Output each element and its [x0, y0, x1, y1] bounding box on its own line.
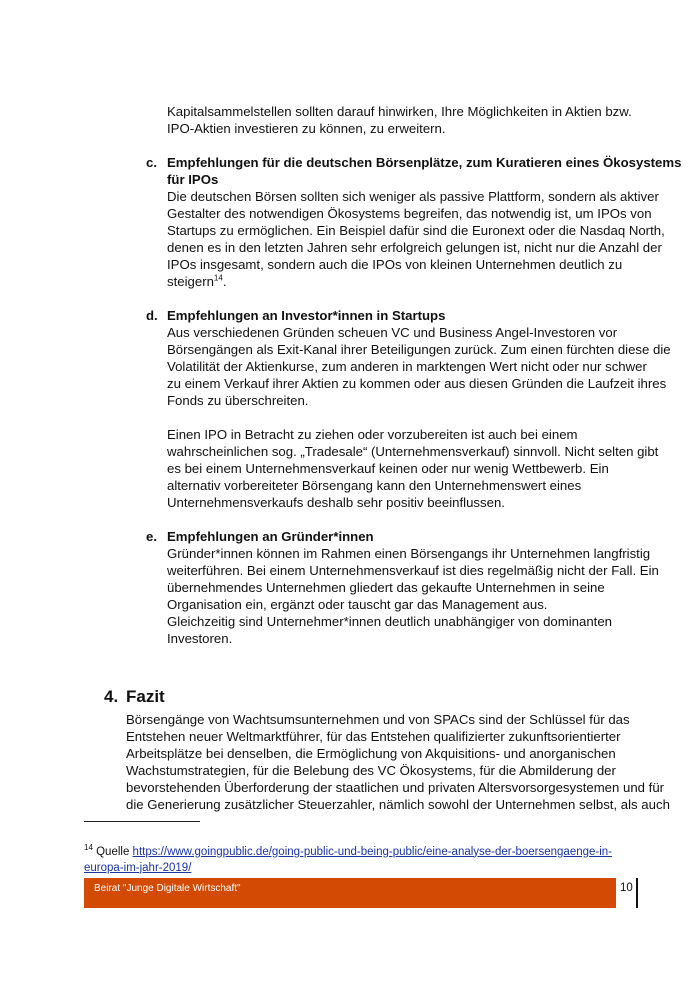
section-c-line-6-end: . [222, 274, 227, 289]
section-d-p2-line-2: wahrscheinlichen sog. „Tradesale“ (Unternehmensverkauf) sinnvoll. Nicht selten gibt [167, 444, 659, 459]
section-e-letter: e. [146, 529, 157, 544]
section-c-line-6-text: steigern [167, 274, 214, 289]
section-c-line-2: Gestalter des notwendigen Ökosystems begreifen, das notwendig ist, um IPOs von [167, 206, 652, 221]
footnote-prefix: Quelle [92, 845, 133, 858]
section-d-p1-line-3: Volatilität der Aktienkurse, zum anderen in marktengen Wert nicht oder nur schwer [167, 359, 647, 374]
section-d-letter: d. [146, 308, 158, 323]
section-d-heading: Empfehlungen an Investor*innen in Startups [167, 308, 446, 323]
section-d-p2-line-5: Unternehmensverkaufs deshalb sehr positiv beeinflussen. [167, 495, 505, 510]
footnote-link-part-1[interactable]: https://www.goingpublic.de/going-public-und-being-public/eine-analyse-der-boersengaenge-in- [132, 845, 613, 858]
section-d-p2-line-1: Einen IPO in Betracht zu ziehen oder vorzubereiten ist auch bei einem [167, 427, 578, 442]
section-d-p1-line-5: Fonds zu überschreiten. [167, 393, 309, 408]
footer-label: Beirat "Junge Digitale Wirtschaft" [94, 883, 241, 894]
section-d-p1-line-4: zu einem Verkauf ihrer Aktien zu kommen oder aus diesen Gründen die Laufzeit ihres [167, 376, 667, 391]
footnote-number: 14 [84, 842, 93, 852]
fazit-line-6: die Generierung zusätzlicher Steuerzahler, nämlich sowohl der Unternehmen selbst, als auch [126, 797, 670, 812]
intro-line-1: Kapitalsammelstellen sollten darauf hinwirken, Ihre Möglichkeiten in Aktien bzw. [167, 104, 632, 119]
section-c-letter: c. [146, 155, 157, 170]
footnote-link-part-2[interactable]: europa-im-jahr-2019/ [84, 861, 192, 874]
fazit-line-2: Entstehen neuer Weltmarktführer, für das Entstehen qualifizierter zukunftsorientierter [126, 729, 621, 744]
footnote-reference[interactable]: 14 [213, 273, 223, 283]
fazit-line-4: Wachstumstrategien, für die Belebung des VC Ökosystems, für die Abmilderung der [126, 763, 616, 778]
section-c-heading-line-1: Empfehlungen für die deutschen Börsenplätze, zum Kuratieren eines Ökosystems [167, 155, 682, 170]
footnote-separator [84, 821, 200, 822]
section-e-line-2: weiterführen. Bei einem Unternehmensverkauf ist dies regelmäßig nicht der Fall. Ein [167, 563, 659, 578]
section-d-p1-line-1: Aus verschiedenen Gründen scheuen VC und Business Angel-Investoren vor [167, 325, 618, 340]
section-e-line-4: Organisation ein, ergänzt oder tauscht gar das Management aus. [167, 597, 548, 612]
section-d-p1-line-2: Börsengängen als Exit-Kanal ihrer Beteiligungen zurück. Zum einen fürchten diese die [167, 342, 671, 357]
intro-line-2: IPO-Aktien investieren zu können, zu erweitern. [167, 121, 446, 136]
section-e-line-5: Gleichzeitig sind Unternehmer*innen deutlich unabhängiger von dominanten [167, 614, 613, 629]
section-e-line-3: übernehmendes Unternehmen gliedert das gekaufte Unternehmen in seine [167, 580, 605, 595]
footnote-line-2 [84, 860, 191, 876]
page-number-divider [636, 878, 638, 908]
section-c-heading-line-2: für IPOs [167, 172, 219, 187]
section-d-p2-line-4: alternativ vorbereiteter Börsengang kann den Unternehmenswert eines [167, 478, 582, 493]
section-d-p2-line-3: es bei einem Unternehmensverkauf keinen oder nur wenig Wettbewerb. Ein [167, 461, 609, 476]
section-c-line-1: Die deutschen Börsen sollten sich weniger als passive Plattform, sondern als aktiver [167, 189, 659, 204]
section-c-line-4: denen es in den letzten Jahren sehr erfolgreich gelungen ist, nicht nur die Anzahl der [167, 240, 662, 255]
section-e-line-6: Investoren. [167, 631, 233, 646]
page-number: 10 [620, 882, 633, 894]
section-c-line-3: Startups zu ermöglichen. Ein Beispiel dafür sind die Euronext oder die Nasdaq North, [167, 223, 665, 238]
section-c-line-5: IPOs insgesamt, sondern auch die IPOs von kleinen Unternehmen deutlich zu [167, 257, 623, 272]
fazit-number: 4. [104, 687, 119, 706]
fazit-line-1: Börsengänge von Wachtsumsunternehmen und von SPACs sind der Schlüssel für das [126, 712, 630, 727]
fazit-line-3: Arbeitsplätze bei denselben, die Ermöglichung von Akquisitions- und anorganischen [126, 746, 616, 761]
section-e-heading: Empfehlungen an Gründer*innen [167, 529, 374, 544]
footnote-line-1 [84, 844, 612, 860]
fazit-line-5: bevorstehenden Überforderung der staatlichen und privaten Altersvorsorgesystemen und für [126, 780, 665, 795]
section-e-line-1: Gründer*innen können im Rahmen einen Börsengangs ihr Unternehmen langfristig [167, 546, 651, 561]
fazit-title: Fazit [126, 687, 165, 706]
section-c-line-6 [167, 273, 227, 290]
